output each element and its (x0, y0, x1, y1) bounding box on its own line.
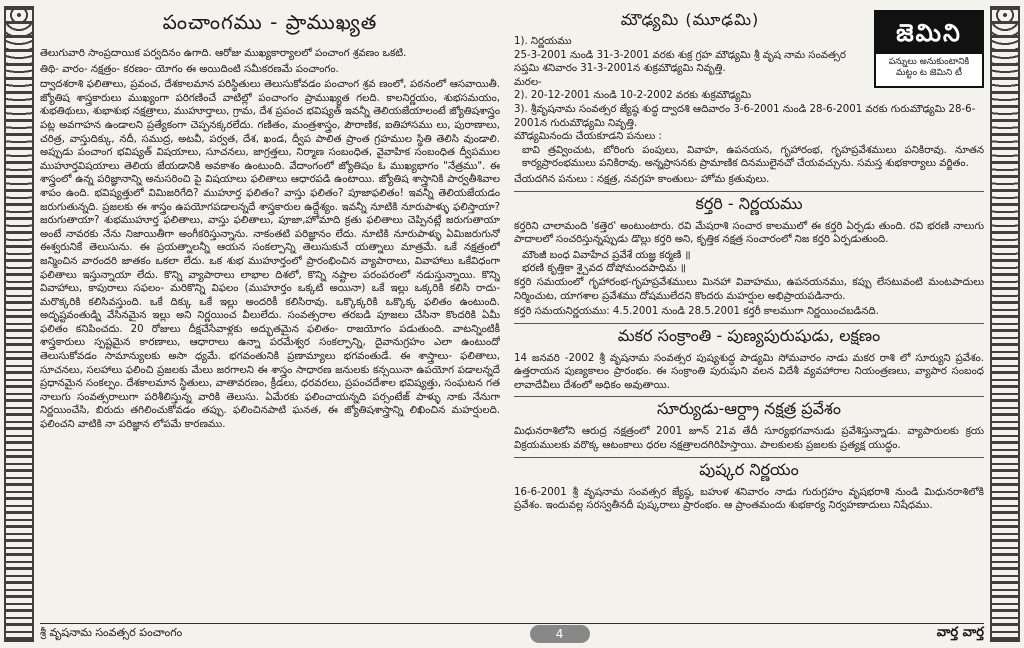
moudhyami-line-4: 2). 20-12-2001 నుండి 10-2-2002 వరకు శుక్రమౌఢ్యమి (514, 90, 752, 102)
page-body (40, 8, 984, 620)
kartari-line-5: కర్తరి సమయనిర్ణయము: 4.5.2001 నుండి 28.5.2001 కర్తరీ కాలముగా నిర్ణయించబడినది. (514, 306, 879, 318)
moudhyami-line-8: చేయదగిన పనులు : నక్షత్ర, నవగ్రహ కాంతులు- హోమ క్రతువులు. (514, 173, 770, 185)
right-decorative-border (990, 6, 1020, 642)
page-number: 4 (530, 625, 590, 643)
kartari-line-1: కర్తరిని చాలామంది 'కత్తెర' అంటుంటారు. రవి మేషరాశి సంచార కాలములో ఈ కర్తరి ఏర్పడు తుంది. రవి భరణి నాలుగు పాదాలలో సంచరిస్తున్నప్పుడు డొల్లు కర్తరి అని, కృత్తిక నక్షత్ర సంచారంలో నిజ కర్తరి ఏర్పడుతుంది. (514, 220, 984, 246)
left-title: పంచాంగము - ప్రాముఖ్యత (162, 10, 378, 34)
right-title: మౌఢ్యమి (మూఢమి) (620, 10, 760, 29)
makara-text: 14 జనవరి -2002 శ్రీ వృషనామ సంవత్సర పుష్యశుద్ధ పాడ్యమి సోమవారం నాడు మకర రాశి లో సూర్యుని ప్రవేశం. ఉత్తరాయన పుణ్యకాలం ప్రారంభం. ఈ సంక్రాంతి పురుషుని వలన విదేశీ వ్యవహారాల నియంత్రణలు, వ్యాపార సంబంధ లావాదేవీలు దేశంలో అధికం అవుతాయి. (514, 352, 984, 391)
kartari-line-2: మౌంజీ బంధ వివాహేచ ప్రవేశే యజ్ఞ కర్మణి ॥ (522, 249, 691, 261)
logo (874, 10, 984, 88)
left-column (40, 8, 500, 620)
pushkara-title: పుష్కర నిర్ణయం (514, 457, 984, 483)
right-column (514, 8, 984, 620)
footer-left-text: శ్రీ వృషనామ సంవత్సర పంచాంగం (40, 626, 183, 639)
surya-title: సూర్యుడు-ఆర్ద్రా నక్షత్ర ప్రవేశం (514, 396, 984, 422)
logo-name: జెమిని (876, 12, 982, 54)
left-decorative-border (4, 6, 34, 642)
left-paragraph-3: ద్వాదశరాశి ఫలితాలు, ప్రవంచ, దేశకాలమాన పరిస్థితులు తెలుసుకోవడం పంచాంగ శ్రవ ణంలో, పఠనంలో ఆసవాయితీ. జ్యోతిష శాస్త్రకారులు ముఖ్యంగా పరిగణించే వాటిల్లో పంచాంగం ప్రాముఖ్యత గలది. కాలనిర్ణయం, శుభసమయం, శుభతిథులు, శుభాశుభ నక్షత్రాలు, ముహూర్తాలు, గ్రామ, దేశ ప్రపంచ భవిష్యత్ ఇవన్నీ తెలియజేయాలంటే జ్యోతిషశాస్త్రం పట్ల అవగాహన ఉండాలని ప్రత్యేకంగా చెప్పనక్కరలేదు. గణితం, మంత్రశాస్త్రం, పౌరాణిక, ఐతిహాసము లు, పురాణాలు, చరిత్ర, వాస్తుదిక్కు, నదీ, సముద్ర, అటవీ, పర్వత, దేశ, ఖండ, ద్వీప పాలిత ప్రాంత గ్రహముల స్థితి తెలిసి వుండాలి. అప్పుడు పంచాంగ భవిష్యత్ విషయాలు, సూచనలు, జాగ్రత్తలు, నిర్మాణ సంబంధిత, వైవాహిక సంబంధిత ద్వీపముల ముహూర్తవిషయాలు తెలియ జేయడానికి అవకాశం ఉంటుంది. వేదాంగంలో జ్యోతిషం ఓ ముఖ్యభాగం "నేత్రము". ఈ శాస్త్రంలో ఉన్న పరిజ్ఞానాన్ని అనుసరించి పై విషయాలు ఫలితాలు ఆధారపడి ఉంటాయి. జ్యోతిష శాస్త్రానికి పార్వతీశివాల శాపం ఉంది. భవిష్యత్తులో విమిజరిగేది? ముహూర్త ఫలితం? వాస్తు ఫలితం? పూజాఫలితం! ఇవన్నీ తెలియజేయడం జరుగుతున్నది. ప్రజలకు ఈ శాస్త్రం ఉపయోగపడాలన్నదే శాస్త్రకారుల ఉద్దేశ్యం. ఇవన్నీ నూటికి నూరుపాళ్ళు ఫలిస్తాయా? జరుగుతాయా? శుభముహూర్త ఫలితాలు, వాస్తు ఫలితాలు, పూజా,హోమాది క్రతు ఫలితాలు చెప్పినట్లే జరుగుతాయా అంటే నావరకు నేను నిజాయితీగా అంగీకరిస్తున్నాను. నాకంతటి పరిజ్ఞానం లేదు. నూటికి నూరుపాళ్ళు ఏమిజరుగునో ఈశ్వరునికే తెలుసును. ఈ ప్రయత్నాలన్నీ ఆయన సంకల్పాన్ని తెలుసుకునే యత్నాలు మాత్రమే. ఒకే నక్షత్రంలో జన్మించిన వారందరి జాతకం ఒకలా లేదు. ఒక శుభ ముహూర్తంలో ప్రారంభించిన వ్యాపారాలు, వివాహాలు ఒకేవిధంగా ఫలితాలు ఇస్తున్నాయా లేదు. కొన్ని వ్యాపారాలు లాభాల దిశలో, కొన్ని నష్టాల పరంపరంలో నడుస్తున్నాయి. కొన్ని వివాహాలు, కాపురాలు సఫలం- మరికొన్ని విఫలం (ముహూర్తం ఒక్కటి అయినా) ఒకే ఇల్లు ఒక్కరికి కలిసి రాదు- మరొక్కరికి కలిసివస్తుంది. ఒకే దిక్కు ఒకే ఇల్లు అందరికీ కలిసిరావు. ఒక్కొక్కరికి ఒక్కొక్క ఫలితం ఉంటుంది. అదృష్టవంతుడ్ని వేసినమైన ఇల్లు అని నిర్ణయించ వీలులేదు. సంవత్సరాల తరబడి పూజలు చేసినా కొందరికి ఏమీ ఫలితం కనిపించదు. 20 రోజులు దీక్షచేసేవాళ్లకు అద్భుతమైన ఫలితం- రాజయోగం పడుతుంది. వాటన్నింటికీ శాస్త్రకారులు స్పష్టమైన కారణాలు, ఆధారాలు ఉన్నా పరమేశ్వర సంకల్పాన్ని, దైవానుగ్రహం ఎలా ఉంటుందో తెలుసుకోవడం సామాన్యులకు అసా ధ్యమే. భగవంతునికి ప్రణామ్యాలు భగవంతుడే. ఈ శాస్త్రాలు- ఫలితాలు, సూచనలు, సలహాలు ఫలించి ప్రజలకు మేలు జరగాలని ఈ శాస్త్రం సాధారణ జనులకు కన్సయినా ఉపయోగ పడాలన్నదే ప్రధానమైన సంకల్పం. దేశకాలమాన స్థితులు, వాతావరణం, క్రీడలు, ధరవరలు, ప్రపంచదేశాల భవిష్యత్తు, సంఘటన గత నాలుగు సంవత్సరాలుగా పరిశీలిస్తున్న వారికి తెలుసు. ఏమేరకు ఫలించాయన్నది పర్సంటేజ్ పాళ్ళు నాకు నేనుగా నిర్ణయించేసి, బిరుదు తగిలించుకోవడం తప్పు. ఫలించినపాటి ఘనత, ఈ జ్యోతిషశాస్త్రాన్ని లిఖించిన మహర్షులది. ఫలించని వాటికి నా పరిజ్ఞాన లోపమే కారణము. (40, 79, 500, 431)
moudhyami-line-1: 1). నిర్ణయము (514, 36, 572, 47)
kartari-line-3: భరణి కృత్తికా శ్చైవద దోషోమందపాధిమ ॥ (522, 263, 687, 275)
moudhyami-line-6: మౌఢ్యమినందు చేయకూడని పనులు : (514, 131, 662, 143)
makara-title: మకర సంక్రాంతి - పుణ్యపురుషుడు, లక్షణం (514, 323, 984, 349)
moudhyami-line-5: 3). శ్రీవృషనామ సంవత్సర జ్యేష్ఠ శుద్ధ ద్వాదశి ఆదివారం 3-6-2001 నుండి 28-6-2001 వరకు గురుమౌఢ్యమి 28-6-2001న గురుమౌఢ్యమి నివృత్తి. (514, 103, 976, 129)
left-paragraph-2: తిథి- వారం- నక్షత్రం- కరణం- యోగం ఈ అయిదింటి సమీకరణమే పంచాంగం. (40, 63, 339, 75)
moudhyami-line-2: 25-3-2001 నుండి 31-3-2001 వరకు శుక్ర గ్రహ మౌఢ్యమి శ్రీ వృష నామ సంవత్సర సప్తమి శనివారం 31-3-2001న శుక్రమౌఢ్యమి నివృత్తి. (514, 49, 846, 75)
surya-text: మిధునరాశిలోని ఆరుద్ర నక్షత్రంలో 2001 జూన్ 21వ తేదీ సూర్యభగవానుడు ప్రవేశిస్తున్నాడు. వ్యాపారులకు క్రయ విక్రయములకు వరొక్క ఆటంకాలు ధరల నక్షత్రాలదగిరిహిస్తాయి. పాలకులకు ప్రజలకు ప్రత్యక్ష యుద్ధం. (514, 426, 984, 452)
left-paragraph-1: తెలుగువారి సాంప్రదాయిక పర్వదినం ఉగాది. ఆరోజు ముఖ్యకార్యాలలో పంచాంగ శ్రవణం ఒకటి. (40, 48, 407, 59)
logo-tagline: పన్నులు అనుకుంటానికి మట్టం ట జెమిని టీ (888, 57, 970, 78)
footer-brand: వార్త వార్త (936, 625, 984, 640)
kartari-line-4: కర్తరి సమయంలో గృహారంభ-గృహప్రవేశములు మినహా వివాహము, ఉపనయనము, కప్పు లేసటువంటి మంటపాదులు నిర్మించుట, యాగశాల ప్రవేశము దోషములేదని కొందరు మహర్షుల అభిప్రాయపడినారు. (514, 276, 984, 302)
moudhyami-line-3: మరల- (514, 76, 542, 88)
moudhyami-line-7: బావి త్రవ్వించుట, బోరింగు పంపులు, వివాహ, ఉపనయన, గృహారంభ, గృహప్రవేశములు పనికిరావు. నూతన కార్యప్రారంభములు పనికిరావు. అన్నప్రాసనకు ప్రామాణిక దినములైనచో చేయవచ్చును. సమస్త శుభకార్యాలు వర్జితం. (522, 144, 984, 170)
pushkara-text: 16-6-2001 శ్రీ వృషనామ సంవత్సర జ్యేష్ఠ, బహుళ శనివారం నాడు గురుగ్రహం వృషభరాశి నుండి మిధునరాశిలోకి ప్రవేశం. ఇందువల్ల సరస్వతీనదీ పుష్కరాలు ప్రారంభం. ఆ ప్రాంతమందు శుభకార్య నిర్వహణాదులు నిషేధము. (514, 486, 984, 512)
kartari-title: కర్తరి - నిర్ణయము (514, 191, 984, 217)
footer (40, 623, 984, 644)
